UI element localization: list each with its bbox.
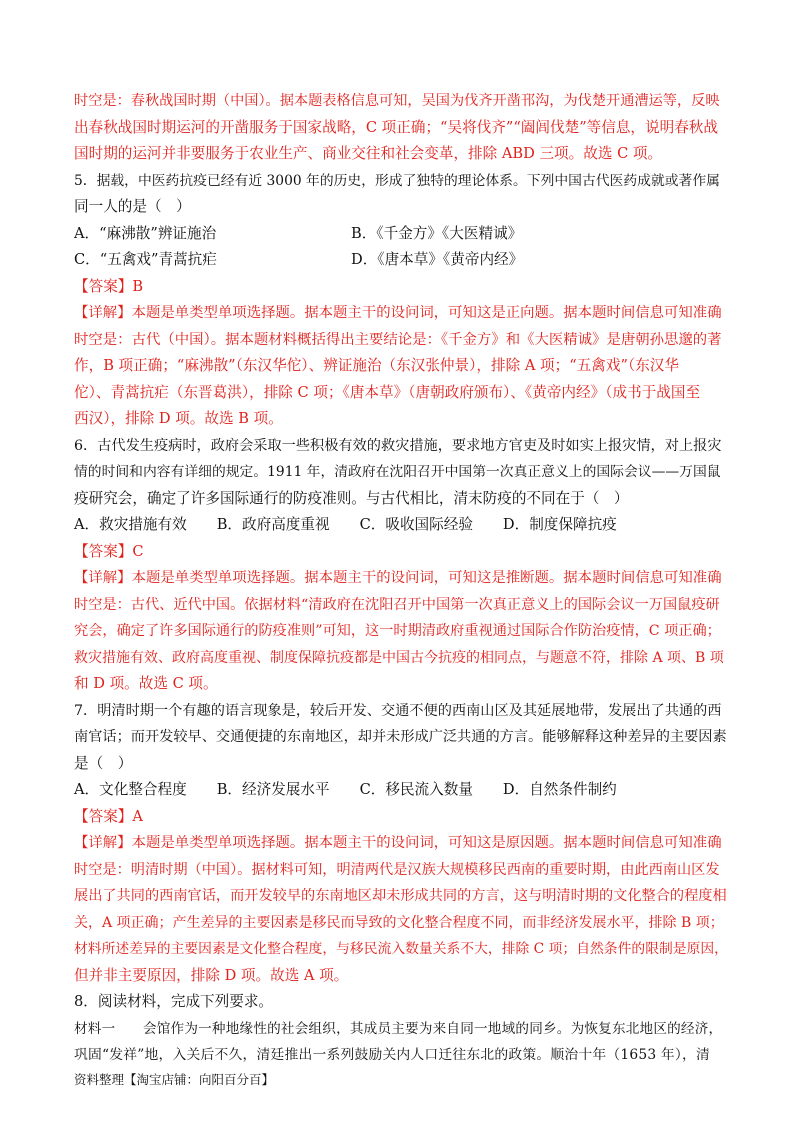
question-stem: 同一人的是（ ） — [74, 198, 191, 215]
detail-line: 西汉），排除 D 项。故选 B 项。 — [74, 410, 283, 427]
question-stem: 5．据载，中医药抗疫已经有近 3000 年的历史，形成了独特的理论体系。下列中国古代医药成就或著作属 — [74, 172, 720, 189]
detail-line: 作，B 项正确；“麻沸散”（东汉华佗）、辨证施治（东汉张仲景），排除 A 项；“五禽戏”（东汉华 — [74, 357, 679, 374]
answer-label: 【答案】A — [74, 807, 143, 825]
carryover-explanation — [74, 88, 728, 168]
detail-line: 但并非主要原因，排除 D 项。故选 A 项。 — [74, 966, 349, 984]
detail-line: 【详解】本题是单类型单项选择题。据本题主干的设问词，可知这是正向题。据本题时间信息可知准确 — [74, 305, 722, 321]
text-line: 出春秋战国时期运河的开凿服务于国家战略，C 项正确；“吴将伐齐”“阖闾伐楚”等信息，说明春秋战 — [74, 118, 718, 136]
question-5 — [74, 168, 728, 433]
option-d: D．《唐本草》《黄帝内经》 — [351, 251, 524, 268]
option-d: D．制度保障抗疫 — [502, 516, 617, 533]
option-b: B．经济发展水平 — [216, 781, 330, 798]
options-row — [74, 777, 728, 804]
option-c: C．移民流入数量 — [359, 781, 473, 798]
option-c: C．吸收国际经验 — [359, 516, 473, 533]
answer-label: 【答案】C — [74, 542, 144, 560]
question-stem: 是（ ） — [74, 754, 133, 772]
detail-line: 关，A 项正确；产生差异的主要因素是移民而导致的文化整合程度不同，而非经济发展水平，排除 B 项； — [74, 914, 724, 931]
question-stem: 8．阅读材料，完成下列要求。 — [74, 993, 274, 1010]
detail-line: 【详解】本题是单类型单项选择题。据本题主干的设问词，可知这是推断题。据本题时间信息可知准确 — [74, 570, 722, 586]
page-footer: 资料整理【淘宝店铺：向阳百分百】 — [74, 1072, 275, 1087]
material-line: 巩固“发祥”地，入关后不久，清廷推出一系列鼓励关内人口迁往东北的政策。顺治十年（1653 年），清 — [74, 1047, 710, 1063]
question-stem: 6．古代发生疫病时，政府会采取一些积极有效的救灾措施，要求地方官吏及时如实上报灾情，对上报灾 — [74, 437, 722, 454]
question-stem: 疫研究会，确定了许多国际通行的防疫准则。与古代相比，清末防疫的不同在于（ ） — [74, 489, 629, 507]
detail-line: 究会，确定了许多国际通行的防疫准则”可知，这一时期清政府重视通过国际合作防治疫情，C 项正确； — [74, 623, 721, 639]
detail-line: 时空是：古代（中国）。据本题材料概括得出主要结论是：《千金方》和《大医精诚》是唐朝孙思邈的著 — [74, 331, 722, 348]
option-a: A．文化整合程度 — [74, 781, 187, 798]
text-line: 国时期的运河并非要服务于农业生产、商业交往和社会变革，排除 ABD 三项。故选 C 项。 — [74, 145, 663, 162]
option-b: B．《千金方》《大医精诚》 — [351, 224, 523, 242]
detail-line: 材料所述差异的主要因素是文化整合程度，与移民流入数量关系不大，排除 C 项；自然条件的限制是原因， — [74, 941, 728, 957]
detail-line: 【详解】本题是单类型单项选择题。据本题主干的设问词，可知这是原因题。据本题时间信息可知准确 — [74, 835, 722, 851]
question-stem: 南官话；而开发较早、交通便捷的东南地区，却并未形成广泛共通的方言。能够解释这种差异的主要因素 — [74, 729, 727, 745]
question-stem: 情的时间和内容有详细的规定。1911 年，清政府在沈阳召开中国第一次真正意义上的国际会议——万国鼠 — [74, 464, 721, 480]
detail-line: 救灾措施有效、政府高度重视、制度保障抗疫都是中国古今抗疫的相同点，与题意不符，排除 A 项、B 项 — [74, 649, 724, 666]
text-line: 时空是：春秋战国时期（中国）。据本题表格信息可知，吴国为伐齐开凿邗沟，为伐楚开通漕运等，反映 — [74, 93, 720, 109]
question-8 — [74, 989, 728, 1069]
answer-label: 【答案】B — [74, 277, 144, 295]
option-c: C．“五禽戏”青蒿抗疟 — [74, 251, 217, 268]
options-row — [74, 512, 728, 539]
document-page — [74, 88, 728, 1069]
option-a: A．救灾措施有效 — [74, 516, 187, 533]
detail-line: 和 D 项。故选 C 项。 — [74, 675, 218, 692]
material-line: 材料一 会馆作为一种地缘性的社会组织，其成员主要为来自同一地域的同乡。为恢复东北地区的经济， — [74, 1020, 723, 1037]
detail-line: 展出了共同的西南官话，而开发较早的东南地区却未形成共同的方言，这与明清时期的文化整合的程度相 — [74, 888, 727, 904]
detail-line: 时空是：古代、近代中国。依据材料“清政府在沈阳召开中国第一次真正意义上的国际会议一万国鼠疫研 — [74, 596, 720, 613]
option-a: A．“麻沸散”辨证施治 — [74, 224, 217, 242]
options-row — [74, 221, 728, 248]
question-stem: 7．明清时期一个有趣的语言现象是，较后开发、交通不便的西南山区及其延展地带，发展出了共通的西 — [74, 702, 722, 719]
question-7 — [74, 698, 728, 990]
options-row — [74, 247, 728, 274]
option-d: D．自然条件制约 — [502, 781, 617, 798]
detail-line: 时空是：明清时期（中国）。据材料可知，明清两代是汉族大规模移民西南的重要时期，由此西南山区发 — [74, 861, 720, 878]
option-b: B．政府高度重视 — [216, 516, 330, 533]
question-6 — [74, 433, 728, 698]
detail-line: 佗）、青蒿抗疟（东晋葛洪），排除 C 项；《唐本草》（唐朝政府颁布）、《黄帝内经》（成书于战国至 — [74, 383, 701, 401]
